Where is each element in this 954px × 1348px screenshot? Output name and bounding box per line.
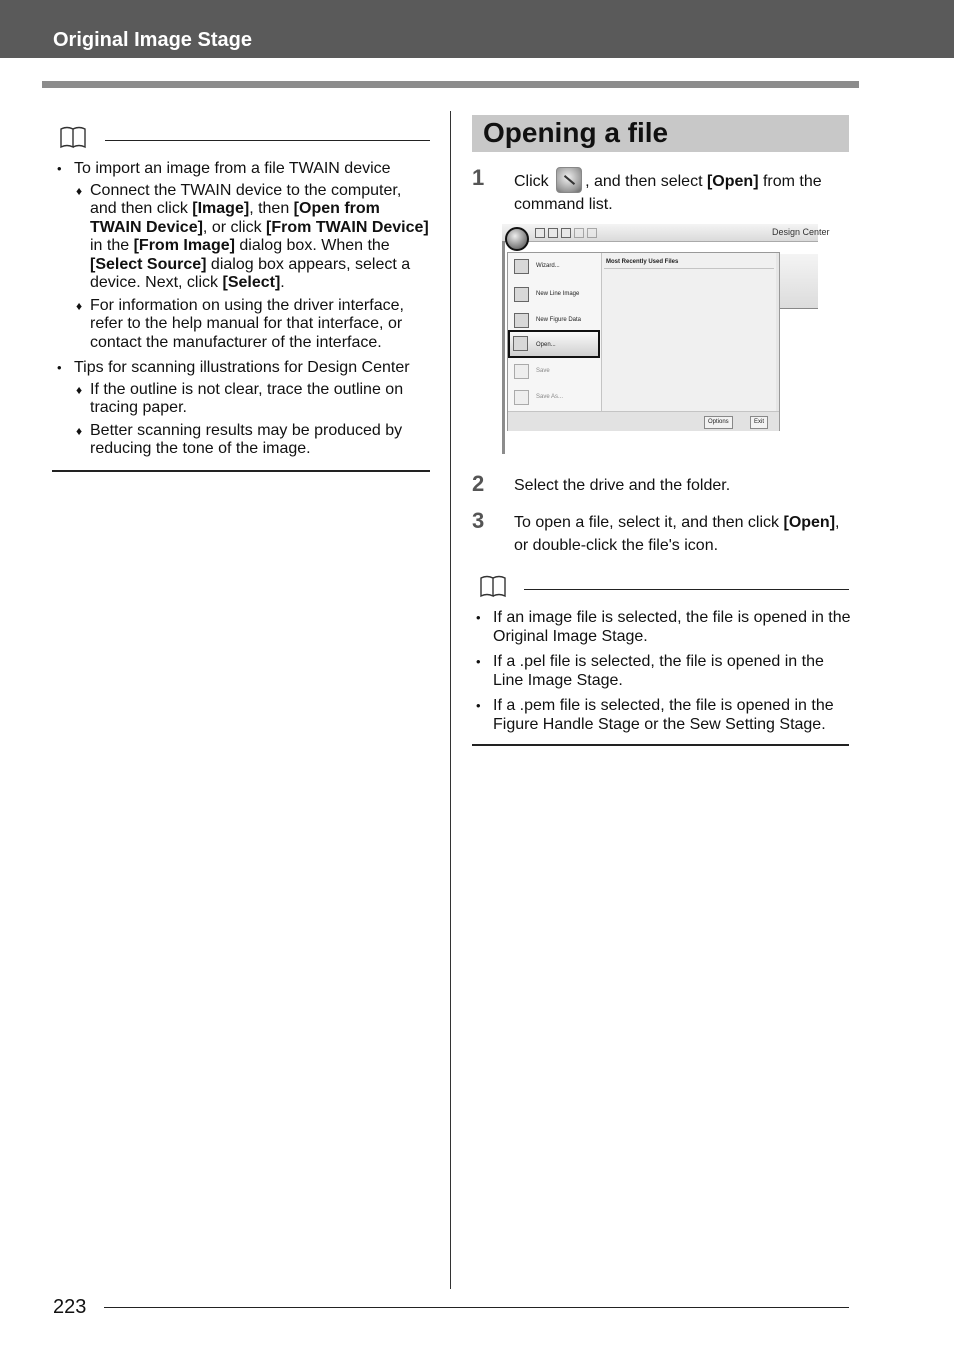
step-number: 2 [472, 471, 485, 496]
section-title-bar [472, 115, 849, 152]
sub-list-item: ♦ If the outline is not clear, trace the outline on tracing paper. [74, 381, 432, 418]
recent-files-panel [602, 253, 776, 411]
qa-undo-icon [574, 228, 584, 238]
sub-list-item: ♦ For information on using the driver interface, refer to the help manual for that interface, or contact the manufacturer of the interface. [74, 297, 432, 353]
app-title: Design Center [772, 227, 830, 237]
save-icon [514, 364, 529, 379]
sub-list-item: ♦ Better scanning results may be produced by reducing the tone of the image. [74, 422, 432, 459]
step-number: 1 [472, 165, 485, 190]
sub-list-item: ♦ Connect the TWAIN device to the computer, and then click [Image], then [Open from TWAIN Device], or click [From TWAIN Device] in the [From Image] dialog box. When the [Select Source] dialog box appears, select a device. Next, click [Select]. [74, 182, 432, 293]
left-note-list [54, 160, 432, 466]
application-button-icon[interactable] [505, 227, 529, 251]
qa-redo-icon [587, 228, 597, 238]
book-icon [58, 125, 88, 149]
note-bottom-rule [472, 744, 849, 746]
note-item-text: Tips for scanning illustrations for Design Center [74, 359, 410, 376]
menu-item-open[interactable]: Open... [508, 330, 600, 358]
menu-item-new-figure-data[interactable]: New Figure Data [512, 311, 598, 331]
menu-item-new-line-image[interactable]: New Line Image [512, 285, 598, 305]
page-header [0, 0, 954, 58]
footer-rule [104, 1307, 849, 1308]
application-menu [507, 252, 780, 431]
note-item-text: To import an image from a file TWAIN device [74, 160, 391, 177]
recent-files-rule [604, 268, 774, 269]
new-figure-data-icon [514, 313, 529, 328]
column-divider [450, 111, 451, 1289]
step-text: Click , and then select [Open] from the command list. [514, 167, 854, 216]
step-text: Select the drive and the folder. [514, 477, 731, 494]
qa-open-icon [548, 228, 558, 238]
quick-access-toolbar [502, 224, 830, 242]
book-icon [478, 574, 508, 598]
step-number: 3 [472, 508, 485, 533]
list-item: • If an image file is selected, the file is opened in the Original Image Stage. [473, 609, 851, 646]
menu-item-save[interactable]: Save [512, 362, 598, 382]
list-item: • If a .pem file is selected, the file is opened in the Figure Handle Stage or the Sew Setting Stage. [473, 697, 851, 734]
ribbon-fragment [778, 254, 818, 309]
folder-open-icon [513, 336, 528, 351]
menu-item-save-as[interactable]: Save As... [512, 388, 598, 408]
application-button-icon [556, 167, 582, 193]
window-edge [502, 241, 505, 454]
qa-save-icon [561, 228, 571, 238]
note-top-rule [105, 140, 430, 141]
exit-button[interactable]: Exit [750, 416, 768, 429]
section-title: Opening a file [483, 117, 669, 148]
list-item: • If a .pel file is selected, the file is opened in the Line Image Stage. [473, 653, 851, 690]
header-rule [42, 81, 859, 88]
list-item [54, 160, 432, 352]
note-top-rule [524, 589, 849, 590]
qa-new-icon [535, 228, 545, 238]
menu-item-wizard[interactable]: Wizard... [512, 257, 598, 277]
step-text: To open a file, select it, and then click [Open], or double-click the file's icon. [514, 514, 840, 554]
menu-command-list [508, 253, 602, 411]
wizard-icon [514, 259, 529, 274]
list-item [54, 359, 432, 459]
right-note-list [473, 609, 851, 741]
application-menu-screenshot [502, 224, 830, 454]
save-as-icon [514, 390, 529, 405]
options-button[interactable]: Options [704, 416, 733, 429]
recent-files-label: Most Recently Used Files [606, 259, 679, 265]
new-line-image-icon [514, 287, 529, 302]
note-bottom-rule [52, 470, 430, 472]
menu-footer [508, 411, 779, 431]
header-title: Original Image Stage [53, 29, 252, 51]
page-number: 223 [53, 1296, 87, 1318]
